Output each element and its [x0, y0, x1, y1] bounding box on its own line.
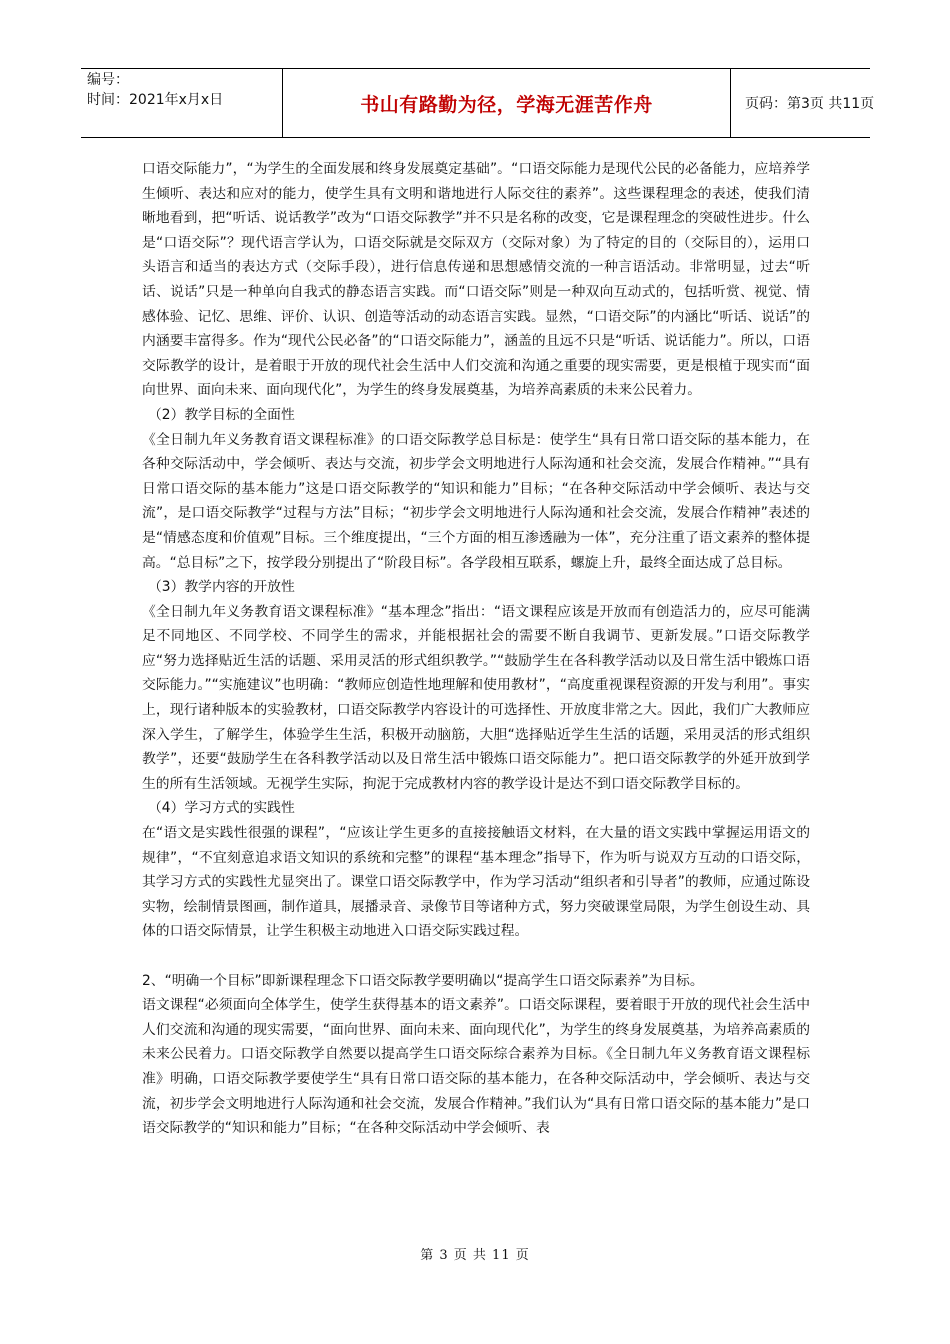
- section-heading: （2）教学目标的全面性: [148, 406, 295, 423]
- body-paragraph: 在“语文是实践性很强的课程”，“应该让学生更多的直接接触语文材料，在大量的语文实践中掌握运用语文的规律”，“不宜刻意追求语文知识的系统和完整”的课程“基本理念”指导下，作为听与说双方互动的口语交际，其学习方式的实践性尤显突出了。课堂口语交际教学中，作为学习活动“组织者和引导者”的教师，应通过陈设实物，绘制情景图画，制作道具，展播录音、录像节目等诸种方式，努力突破课堂局限，为学生创设生动、具体的口语交际情景，让学生积极主动地进入口语交际实践过程。: [142, 825, 810, 940]
- document-number-label: 编号：: [87, 72, 129, 88]
- header-page-info: 页码：第3页 共11页: [745, 96, 875, 112]
- section-heading: （3）教学内容的开放性: [148, 579, 295, 596]
- page-footer: 第 3 页 共 11 页: [420, 1248, 530, 1263]
- document-body: [142, 157, 810, 1141]
- body-paragraph: 口语交际能力”，“为学生的全面发展和终身发展奠定基础”。“口语交际能力是现代公民的必备能力，应培养学生倾听、表达和应对的能力，使学生具有文明和谐地进行人际交往的素养”。这些课程理念的表述，使我们清晰地看到，把“听话、说话教学”改为“口语交际教学”并不只是名称的改变，它是课程理念的突破性进步。什么是“口语交际”？现代语言学认为，口语交际就是交际双方（交际对象）为了特定的目的（交际目的），运用口头语言和适当的表达方式（交际手段），进行信息传递和思想感情交流的一种言语活动。非常明显，过去“听话、说话”只是一种单向自我式的静态语言实践。而“口语交际”则是一种双向互动式的，包括听赏、视觉、情感体验、记忆、思维、评价、认识、创造等活动的动态语言实践。显然，“口语交际”的内涵比“听话、说话”的内涵要丰富得多。作为“现代公民必备”的“口语交际能力”，涵盖的且远不只是“听话、说话能力”。所以，口语交际教学的设计，是着眼于开放的现代社会生活中人们交流和沟通之重要的现实需要，更是根植于现实而“面向世界、面向未来、面向现代化”，为学生的终身发展奠基，为培养高素质的未来公民着力。: [142, 161, 810, 399]
- body-paragraph: 《全日制九年义务教育语文课程标准》的口语交际教学总目标是：使学生“具有日常口语交际的基本能力，在各种交际活动中，学会倾听、表达与交流，初步学会文明地进行人际沟通和社会交流，发展合作精神。”“具有日常口语交际的基本能力”这是口语交际教学的“知识和能力”目标；“在各种交际活动中学会倾听、表达与交流”，是口语交际教学“过程与方法”目标；“初步学会文明地进行人际沟通和社会交流，发展合作精神”表述的是“情感态度和价值观”目标。三个维度提出，“三个方面的相互渗透融为一体”，充分注重了语文素养的整体提高。“总目标”之下，按学段分别提出了“阶段目标”。各学段相互联系，螺旋上升，最终全面达成了总目标。: [142, 431, 810, 571]
- document-date-label: 时间：2021年x月x日: [87, 92, 224, 108]
- header-page-cell: [731, 69, 875, 137]
- page-header: [81, 68, 875, 138]
- numbered-heading: 2、“明确一个目标”即新课程理念下口语交际教学要明确以“提高学生口语交际素养”为目标。: [142, 972, 704, 989]
- header-motto: 书山有路勤为径，学海无涯苦作舟: [360, 93, 653, 116]
- header-motto-cell: [283, 69, 731, 137]
- body-paragraph: 语文课程“必须面向全体学生，使学生获得基本的语文素养”。口语交际课程，要着眼于开放的现代社会生活中人们交流和沟通的现实需要，“面向世界、面向未来、面向现代化”，为学生的终身发展奠基，为培养高素质的未来公民着力。口语交际教学自然要以提高学生口语交际综合素养为目标。《全日制九年义务教育语文课程标准》明确，口语交际教学要使学生“具有日常口语交际的基本能力，在各种交际活动中，学会倾听、表达与交流，初步学会文明地进行人际沟通和社会交流，发展合作精神。”我们认为“具有日常口语交际的基本能力”是口语交际教学的“知识和能力”目标；“在各种交际活动中学会倾听、表: [142, 997, 810, 1137]
- section-heading: （4）学习方式的实践性: [148, 800, 295, 817]
- header-meta-cell: [81, 69, 283, 137]
- body-paragraph: 《全日制九年义务教育语文课程标准》“基本理念”指出：“语文课程应该是开放而有创造活力的，应尽可能满足不同地区、不同学校、不同学生的需求，并能根据社会的需要不断自我调节、更新发展。”口语交际教学应“努力选择贴近生活的话题、采用灵活的形式组织教学。”“鼓励学生在各科教学活动以及日常生活中锻炼口语交际能力。”“实施建议”也明确：“教师应创造性地理解和使用教材”，“高度重视课程资源的开发与利用”。事实上，现行诸种版本的实验教材，口语交际教学内容设计的可选择性、开放度非常之大。因此，我们广大教师应深入学生，了解学生，体验学生生活，积极开动脑筋，大胆“选择贴近学生生活的话题，采用灵活的形式组织教学”，还要“鼓励学生在各科教学活动以及日常生活中锻炼口语交际能力”。把口语交际教学的外延开放到学生的所有生活领域。无视学生实际，拘泥于完成教材内容的教学设计是达不到口语交际教学目标的。: [142, 603, 810, 792]
